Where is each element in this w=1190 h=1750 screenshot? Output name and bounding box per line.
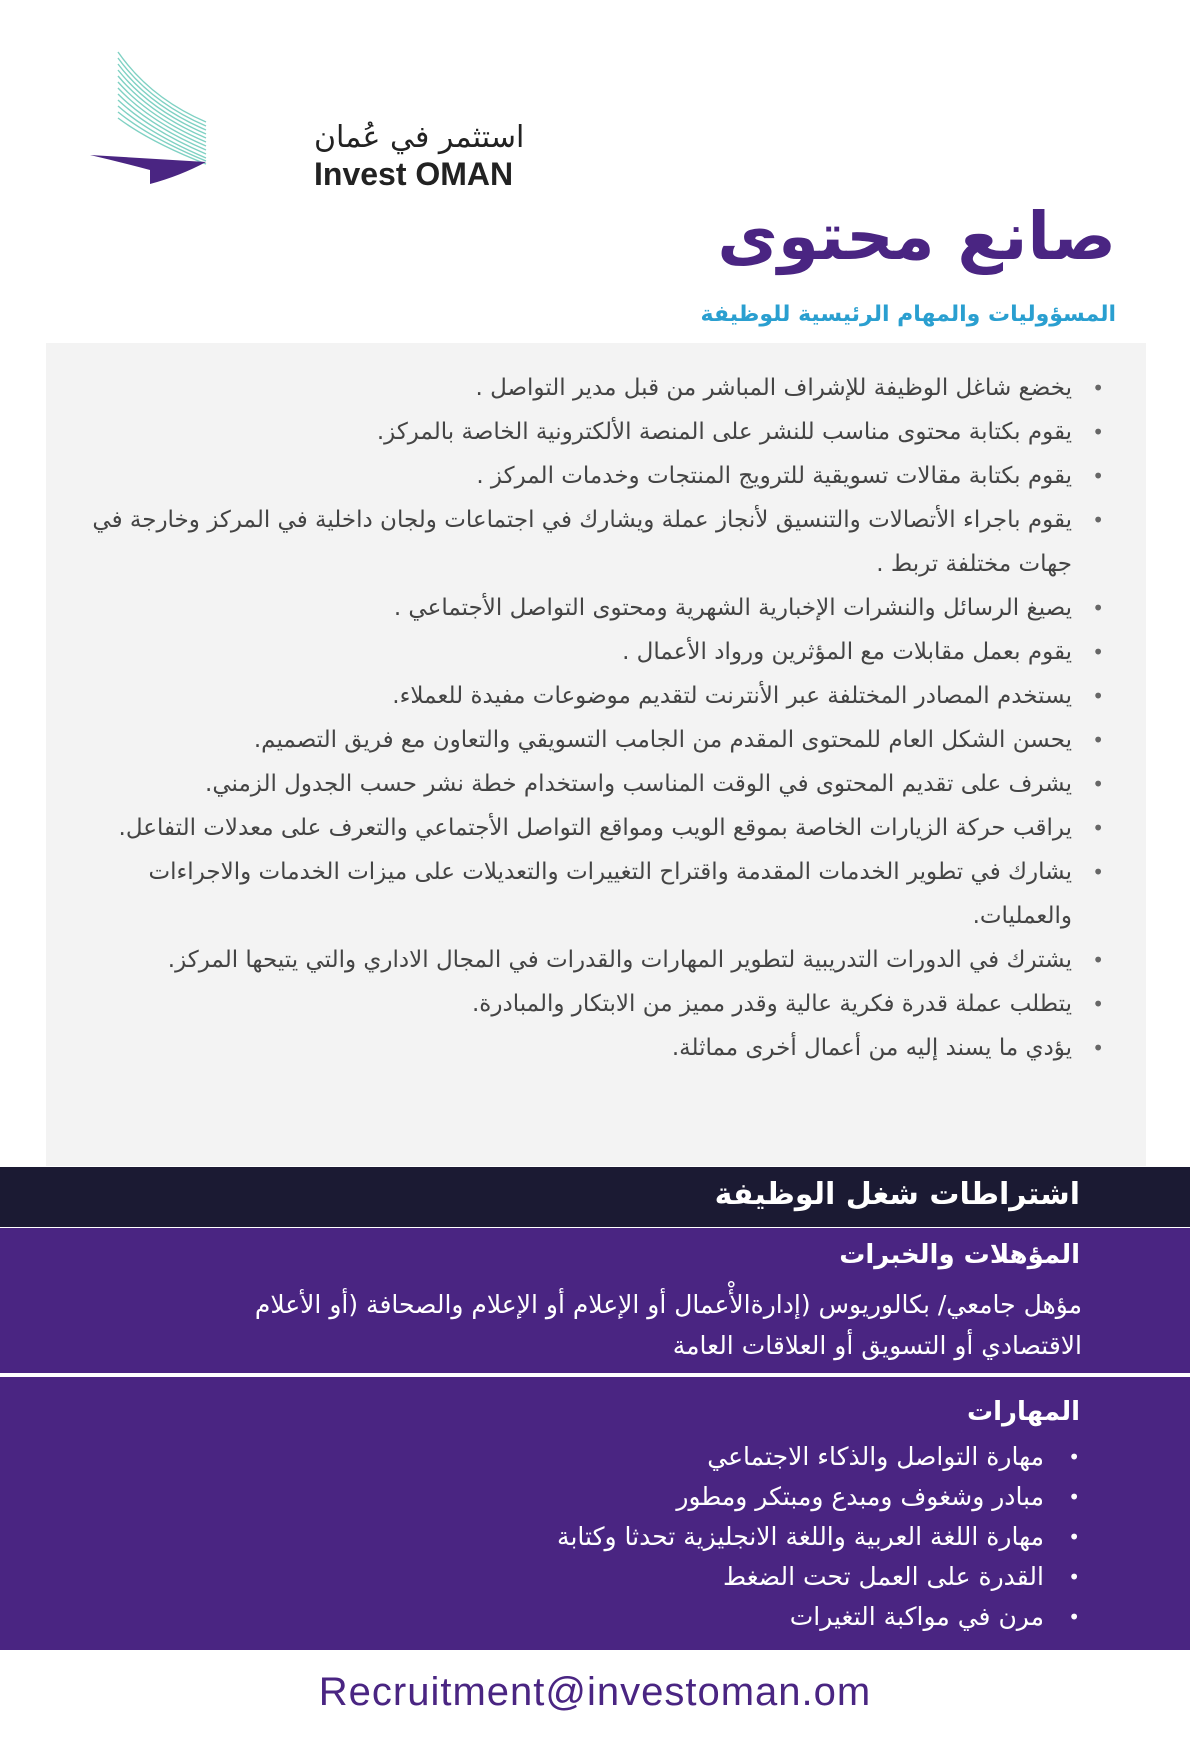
list-item: • يستخدم المصادر المختلفة عبر الأنترنت لتقديم موضوعات مفيدة للعملاء.: [72, 674, 1072, 718]
requirements-header-bar: [0, 1167, 1190, 1227]
list-item: • يقوم بكتابة مقالات تسويقية للترويج المنتجات وخدمات المركز .: [72, 454, 1072, 498]
list-item: • مهارة اللغة العربية واللغة الانجليزية تحدثا وكتابة: [244, 1517, 1044, 1557]
list-item: • مرن في مواكبة التغيرات: [244, 1597, 1044, 1637]
qualifications-text: مؤهل جامعي/ بكالوريوس (إدارةالأْعمال أو الإعلام أو الإعلام والصحافة (أو الأعلام الاقتصادي أو التسويق أو العلاقات العامة: [254, 1290, 1082, 1360]
skills-panel: [0, 1377, 1190, 1650]
list-item: • يؤدي ما يسند إليه من أعمال أخرى مماثلة.: [72, 1026, 1072, 1070]
qualifications-title: المؤهلات والخبرات: [839, 1240, 1080, 1270]
list-item: • يقوم بعمل مقابلات مع المؤثرين ورواد الأعمال .: [72, 630, 1072, 674]
list-item: • يصيغ الرسائل والنشرات الإخبارية الشهرية ومحتوى التواصل الأجتماعي .: [72, 586, 1072, 630]
logo-name-arabic: استثمر في عُمان: [314, 120, 525, 155]
list-item: • مهارة التواصل والذكاء الاجتماعي: [244, 1437, 1044, 1477]
logo-name-english: Invest OMAN: [314, 156, 514, 192]
invest-oman-logo-icon: [90, 48, 210, 188]
list-item: • مبادر وشغوف ومبدع ومبتكر ومطور: [244, 1477, 1044, 1517]
list-item: • يشرف على تقديم المحتوى في الوقت المناسب واستخدام خطة نشر حسب الجدول الزمني.: [72, 762, 1072, 806]
skills-list: [244, 1437, 1044, 1637]
skills-title: المهارات: [966, 1397, 1080, 1427]
recruitment-email-link[interactable]: Recruitment@investoman.om: [318, 1670, 872, 1714]
list-item: • يقوم باجراء الأتصالات والتنسيق لأنجاز عملة ويشارك في اجتماعات ولجان داخلية في المركز وخارجة في جهات مختلفة تربط .: [72, 498, 1072, 586]
responsibilities-heading: المسؤوليات والمهام الرئيسية للوظيفة: [700, 302, 1116, 327]
qualifications-panel: [0, 1228, 1190, 1373]
responsibilities-list: [72, 366, 1072, 1070]
list-item: • يشارك في تطوير الخدمات المقدمة واقتراح التغييرات والتعديلات على ميزات الخدمات والاجراءات والعمليات.: [72, 850, 1072, 938]
invest-oman-logo: [90, 48, 525, 198]
list-item: • يخضع شاغل الوظيفة للإشراف المباشر من قبل مدير التواصل .: [72, 366, 1072, 410]
list-item: • يراقب حركة الزيارات الخاصة بموقع الويب ومواقع التواصل الأجتماعي والتعرف على معدلات التفاعل.: [72, 806, 1072, 850]
list-item: • يحسن الشكل العام للمحتوى المقدم من الجامب التسويقي والتعاون مع فريق التصميم.: [72, 718, 1072, 762]
job-title: صانع محتوى: [717, 198, 1116, 275]
requirements-heading: اشتراطات شغل الوظيفة: [714, 1177, 1080, 1212]
list-item: • يشترك في الدورات التدريبية لتطوير المهارات والقدرات في المجال الاداري والتي يتيحها المركز.: [72, 938, 1072, 982]
list-item: • القدرة على العمل تحت الضغط: [244, 1557, 1044, 1597]
list-item: • يتطلب عملة قدرة فكرية عالية وقدر مميز من الابتكار والمبادرة.: [72, 982, 1072, 1026]
list-item: • يقوم بكتابة محتوى مناسب للنشر على المنصة الألكترونية الخاصة بالمركز.: [72, 410, 1072, 454]
